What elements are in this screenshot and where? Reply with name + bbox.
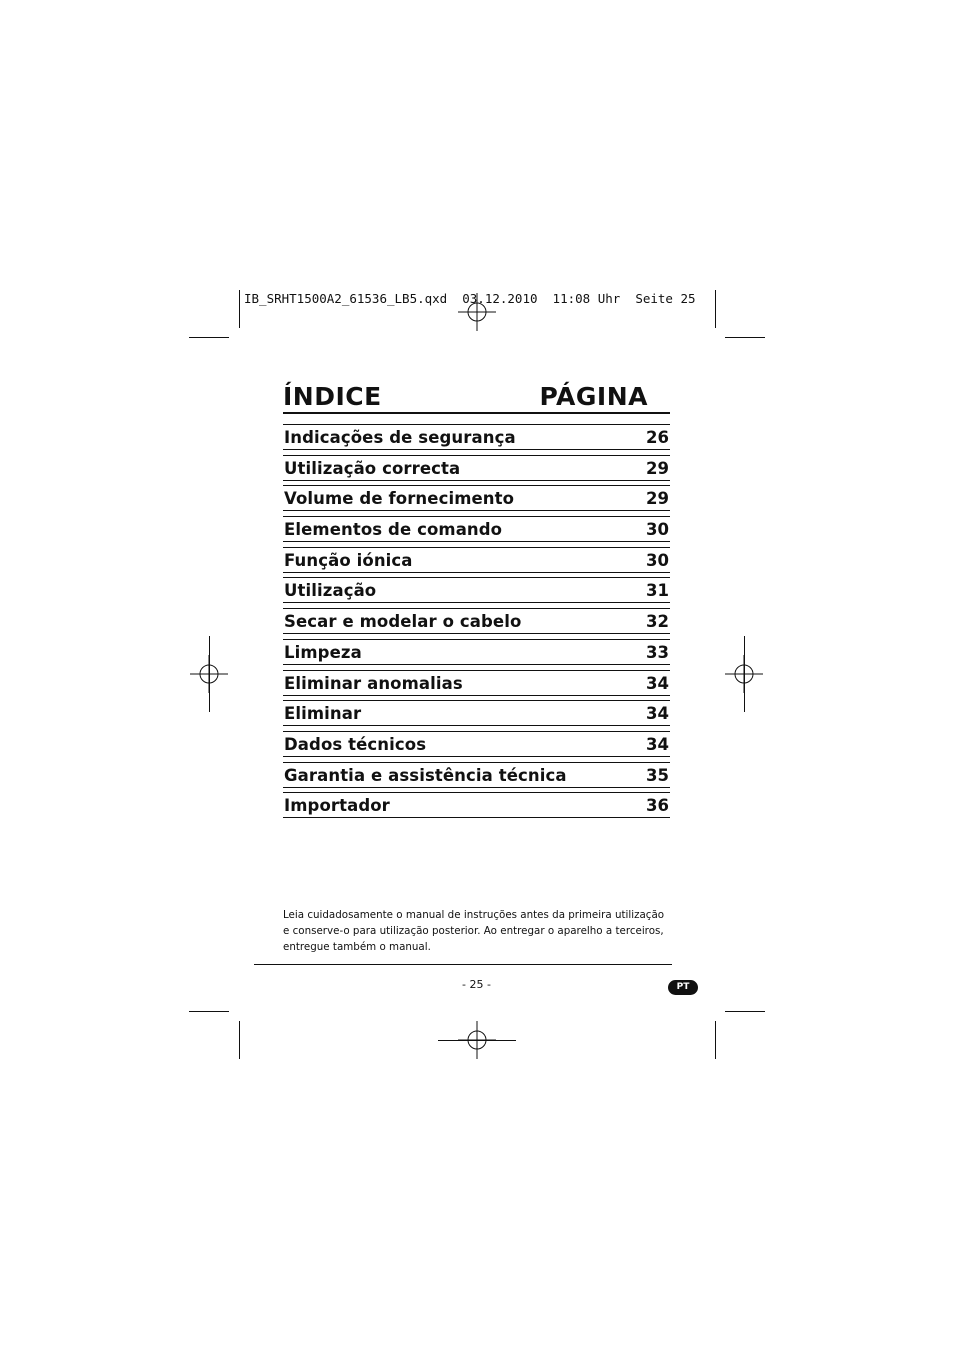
print-slug: IB_SRHT1500A2_61536_LB5.qxd 03.12.2010 11:08 Uhr Seite 25: [244, 291, 696, 306]
toc-entry-page: 30: [646, 520, 669, 540]
toc-entry-page: 26: [646, 428, 669, 447]
heading-page: PÁGINA: [539, 382, 648, 411]
crop-mark: [239, 1021, 240, 1059]
toc-entry: [283, 485, 670, 511]
toc-entry-page: 35: [646, 765, 669, 785]
language-badge: PT: [668, 980, 698, 995]
crop-mark: [239, 290, 240, 328]
toc-entry: [283, 547, 670, 573]
instructions-note: Leia cuidadosamente o manual de instruções antes da primeira utilização e conserve-o para utilização posterior. Ao entregar o aparelho a terceiros, entregue também o manual.: [283, 909, 665, 953]
toc-entry-page: 34: [646, 734, 669, 754]
toc-entry: [283, 762, 670, 788]
crop-mark: [725, 1011, 765, 1012]
toc-entry-title: Limpeza: [284, 642, 362, 662]
toc-entry-page: 32: [646, 612, 669, 632]
toc-entry-page: 29: [646, 489, 669, 509]
toc-entry-title: Eliminar: [284, 704, 362, 724]
toc-entry: [283, 670, 670, 696]
crop-mark: [189, 1011, 229, 1012]
toc-entry-title: Eliminar anomalias: [284, 673, 463, 693]
crop-mark: [715, 1021, 716, 1059]
toc-heading: [283, 382, 670, 414]
toc-entry: [283, 700, 670, 726]
registration-mark-top: [458, 293, 496, 331]
toc-entry-page: 33: [646, 642, 669, 662]
footer-divider: [254, 964, 672, 965]
page-number: - 25 -: [462, 978, 491, 991]
table-of-contents: [283, 424, 670, 823]
toc-entry: [283, 608, 670, 634]
toc-entry-title: Importador: [284, 796, 390, 816]
toc-entry: [283, 424, 670, 450]
toc-entry-page: 36: [646, 796, 669, 816]
toc-entry: [283, 455, 670, 481]
toc-entry-title: Utilização: [284, 581, 377, 601]
toc-entry: [283, 639, 670, 665]
toc-entry: [283, 577, 670, 603]
toc-entry-title: Garantia e assistência técnica: [284, 765, 567, 785]
toc-entry-title: Elementos de comando: [284, 520, 503, 540]
toc-entry: [283, 792, 670, 818]
toc-entry-title: Volume de fornecimento: [284, 489, 515, 509]
heading-index: ÍNDICE: [283, 382, 382, 411]
toc-entry-page: 30: [646, 550, 669, 570]
crop-mark: [725, 337, 765, 338]
toc-entry-page: 29: [646, 458, 669, 478]
toc-entry-page: 34: [646, 704, 669, 724]
toc-entry-title: Utilização correcta: [284, 458, 461, 478]
toc-entry-page: 31: [646, 581, 669, 601]
toc-entry-page: 34: [646, 673, 669, 693]
crop-mark: [438, 1040, 516, 1041]
toc-entry-title: Indicações de segurança: [284, 428, 516, 447]
toc-entry: [283, 516, 670, 542]
toc-entry-title: Função iónica: [284, 550, 413, 570]
toc-entry: [283, 731, 670, 757]
crop-mark: [744, 636, 745, 712]
crop-mark: [209, 636, 210, 712]
crop-mark: [715, 290, 716, 328]
toc-entry-title: Dados técnicos: [284, 734, 427, 754]
crop-mark: [189, 337, 229, 338]
toc-entry-title: Secar e modelar o cabelo: [284, 612, 522, 632]
